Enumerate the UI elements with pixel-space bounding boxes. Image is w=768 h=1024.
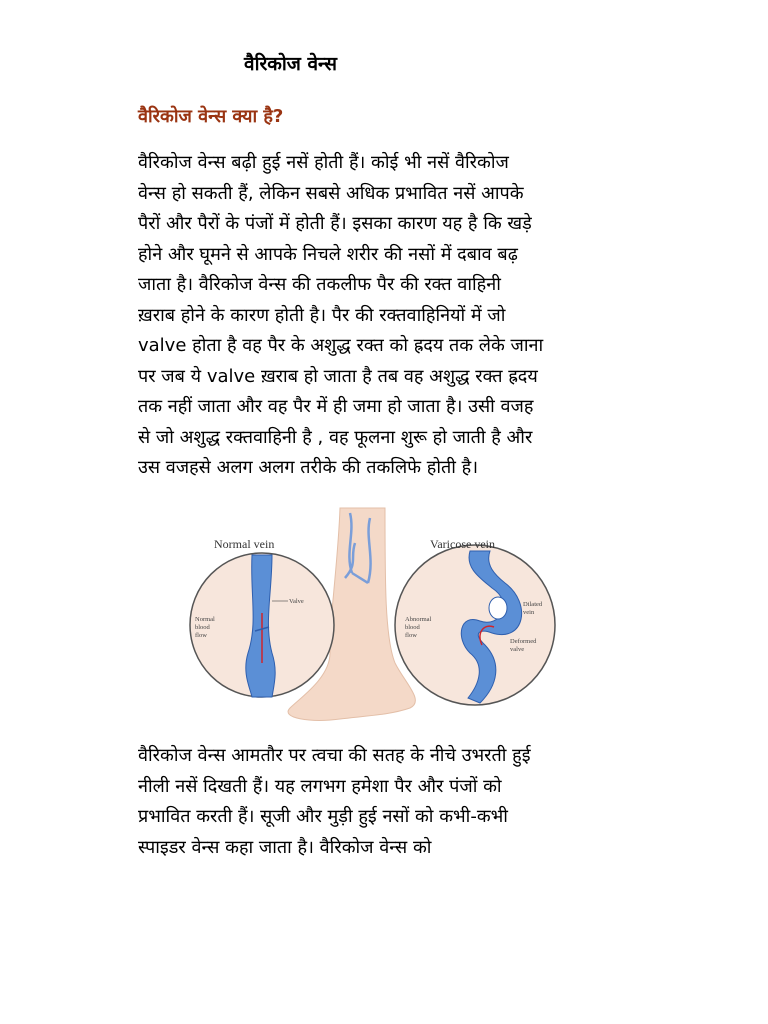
label-abnormal-flow: blood: [405, 624, 420, 631]
text-line: जाता है। वैरिकोज वेन्स की तकलीफ पैर की रक्त वाहिनी: [138, 274, 501, 295]
label-deformed-valve: Deformed: [510, 638, 537, 645]
text-line: ख़राब होने के कारण होती है। पैर की रक्तवाहिनियों में जो: [138, 304, 506, 326]
section-heading: वैरिकोज वेन्स क्या है?: [138, 106, 284, 127]
label-normal-flow: Normal: [195, 616, 215, 623]
text-line: वैरिकोज वेन्स आमतौर पर त्वचा की सतह के नीचे उभरती हुई: [138, 745, 531, 766]
text-line: से जो अशुद्ध रक्तवाहिनी है , वह फूलना शुरू हो जाती है और: [138, 426, 533, 448]
label-dilated-vein: Dilated: [523, 601, 543, 608]
text-line: वेन्स हो सकती हैं, लेकिन सबसे अधिक प्रभावित नसें आपके: [138, 182, 524, 204]
label-normal-flow: flow: [195, 632, 207, 639]
label-abnormal-flow: Abnormal: [405, 616, 432, 623]
text-line: पर जब ये valve ख़राब हो जाता है तब वह अशुद्ध रक्त ह्रदय: [138, 365, 538, 387]
label-dilated-vein: vein: [523, 609, 535, 616]
text-line: वैरिकोज वेन्स बढ़ी हुई नसें होती हैं। कोई भी नसें वैरिकोज: [138, 152, 509, 173]
label-normal-flow: blood: [195, 624, 210, 631]
paragraph-intro: [138, 148, 638, 484]
label-normal-vein: Normal vein: [214, 537, 275, 551]
text-line: प्रभावित करती हैं। सूजी और मुड़ी हुई नसों को कभी-कभी: [138, 806, 508, 827]
label-deformed-valve: valve: [510, 646, 525, 653]
label-abnormal-flow: flow: [405, 632, 417, 639]
vein-illustration: [180, 503, 570, 725]
text-line: valve होता है वह पैर के अशुद्ध रक्त को ह्रदय तक लेके जाना: [138, 335, 544, 356]
text-line: तक नहीं जाता और वह पैर में ही जमा हो जाता है। उसी वजह: [138, 396, 534, 417]
label-varicose-vein: Varicose vein: [430, 537, 495, 551]
document-title: वैरिकोज वेन्स: [244, 53, 338, 75]
text-line: स्पाइडर वेन्स कहा जाता है। वैरिकोज वेन्स को: [138, 836, 432, 858]
paragraph-symptoms: [138, 741, 638, 863]
text-line: पैरों और पैरों के पंजों में होती हैं। इसका कारण यह है कि खड़े: [138, 213, 532, 234]
text-line: उस वजहसे अलग अलग तरीके की तकलिफे होती है।: [138, 457, 479, 478]
label-valve: Valve: [289, 598, 304, 605]
text-line: नीली नसें दिखती हैं। यह लगभग हमेशा पैर और पंजों को: [138, 775, 502, 797]
text-line: होने और घूमने से आपके निचले शरीर की नसों में दबाव बढ़: [138, 243, 518, 265]
vein-diagram: [180, 503, 570, 725]
